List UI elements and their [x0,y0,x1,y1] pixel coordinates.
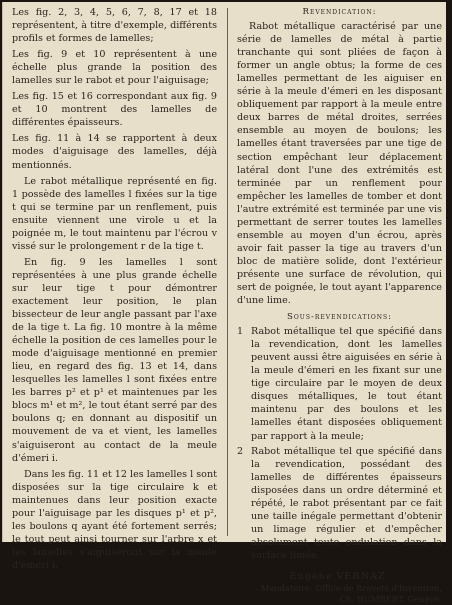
column-divider [227,8,228,536]
paragraph-figures-9-10: Les fig. 9 et 10 représentent à une échelle plus grande la position des lamelles sur le rabot et pour l'aiguisage; [12,49,217,87]
paragraph-figures-2-18: Les fig. 2, 3, 4, 5, 6, 7, 8, 17 et 18 représentent, à titre d'exemple, différents profils et formes de lamelles; [12,7,217,45]
paragraph-fig-9-detail: En fig. 9 les lamelles l sont représentées à une plus grande échelle sur leur tige t pour démontrer exactement leur position, le plan bissecteur de leur angle passant par l'axe de la tige t. La fig. 10 montre à la même échelle la position de ces lamelles pour le mode d'aiguisage mentionné en premier lieu, en regard des fig. 13 et 14, dans lesquelles les lamelles l sont fixées entre les barres p² et p¹ et maintenues par les blocs m¹ et m², le tout étant serré par des boulons q; en donnant au dispositif un mouvement de va et vient, les lamelles s'aiguiseront au contact de la meule d'émeri i. [12,256,217,464]
main-claim: Rabot métallique caractérisé par une série de lamelles de métal à partie tranchante qui sont pliées de façon à former un angle obtus; la forme de ces lamelles permettant de les aiguiser en série à la meule d'émeri en les disposant obliquement par rapport à la meule entre deux barres de métal droites, serrées ensemble au moyen de boulons; les lamelles étant traversées par une tige de section empêchant leur déplacement latéral dont l'une des extrémités est terminée par un renflement pour empêcher les lamelles de tomber et dont l'autre extrémité est terminée par une vis permettant de serrer toutes les lamelles ensemble au moyen d'un écrou, après avoir fait passer la tige au travers d'un bloc de matière solide, dont l'extérieur présente une surface de révolution, qui sert de poignée, le tout ayant l'apparence d'une lime. [237,21,442,307]
left-column [12,6,217,575]
agent-line: Mandataire: Office de Brevets d'Invention, [260,583,442,594]
subclaim-2 [237,445,442,562]
subclaim-number: 1 [237,326,244,338]
subclaim-text: Rabot métallique tel que spécifié dans la revendication, possédant des lamelles de différentes épaisseurs disposées dans un ordre déterminé et répété, le rabot présentant par ce fait une taille inégale permettant d'obtenir un limage régulier et d'empêcher absolument toute ondulation dans la surface limée. [251,445,442,561]
inventor-signature: Eugène VERNAZ. [289,570,390,582]
agent-address-line: Ch. HUMBERT, Genève. [339,594,442,605]
patent-page [2,2,446,605]
subclaims-heading: Sous-revendications: [286,312,393,323]
subclaim-number: 2 [237,445,244,457]
paragraph-figures-15-16: Les fig. 15 et 16 correspondant aux fig. 9 et 10 montrent des lamelles de différentes épaisseurs. [12,91,217,129]
paragraph-rabot-fig-1: Le rabot métallique représenté en fig. 1 possède des lamelles l fixées sur la tige t qui se termine par un renflement, puis ensuite viennent une virole u et la poignée m, le tout maintenu par l'écrou v vissé sur le prolongement r de la tige t. [12,175,217,252]
paragraph-fig-11-12: Dans les fig. 11 et 12 les lamelles l sont disposées sur la tige circulaire k et maintenues dans leur position exacte pour l'aiguisage par les disques p¹ et p², les boulons q ayant été fortement serrés; le tout peut ainsi tourner sur l'arbre x et les lamelles s'aiguiseront sur la meule d'émeri i. [12,468,217,571]
right-column [237,6,442,605]
subclaim-text: Rabot métallique tel que spécifié dans la revendication, dont les lamelles peuvent aussi être aiguisées en série à la meule d'émeri en les fixant sur une tige circulaire par le moyen de deux disques métalliques, le tout étant maintenu par des boulons et les lamelles étant disposées obliquement par rapport à la meule; [251,326,442,442]
paragraph-figures-11-14: Les fig. 11 à 14 se rapportent à deux modes d'aiguisage des lamelles, déjà mentionnés. [12,133,217,171]
claim-heading: Revendication: [302,7,377,17]
subclaim-1 [237,325,442,442]
